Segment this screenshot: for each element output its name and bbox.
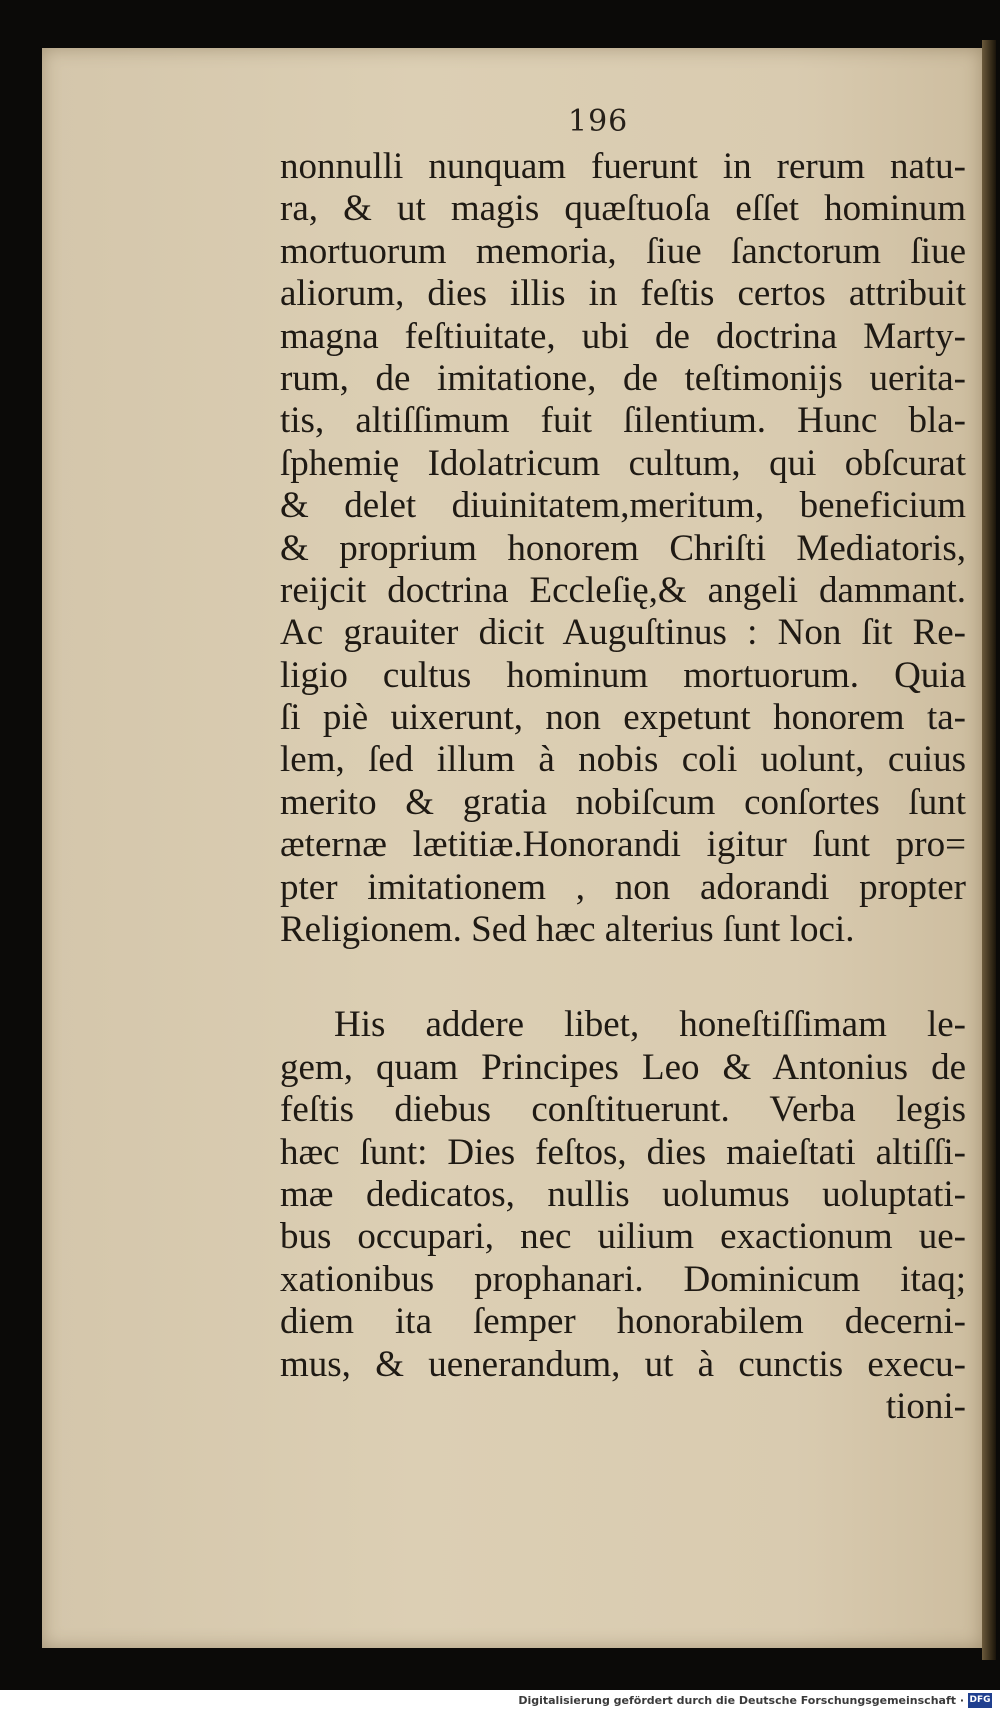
footer-credit: Digitalisierung gefördert durch die Deutsche Forschungsgemeinschaft · (518, 1694, 964, 1707)
footer-bar (0, 1690, 1000, 1712)
page-number: 196 (568, 104, 629, 139)
text-line: nonnulli nunquam fuerunt in rerum natu- (280, 146, 966, 187)
text-line: mæ dedicatos, nullis uolumus uoluptati- (280, 1173, 966, 1215)
text-line: ſi piè uixerunt, non expetunt honorem ta- (280, 697, 966, 739)
text-line: & proprium honorem Chriſti Mediatoris, (280, 527, 966, 569)
book-spine-edge (982, 40, 996, 1660)
text-line: ra, & ut magis quæſtuoſa eſſet hominum (280, 188, 966, 230)
text-line: ſphemię Idolatricum cultum, qui obſcurat (280, 442, 966, 484)
text-line: diem ita ſemper honorabilem decerni- (280, 1301, 966, 1343)
text-line: tis, altiſſimum fuit ſilentium. Hunc bla- (280, 400, 966, 442)
text-line: æternæ lætitiæ.Honorandi igitur ſunt pro= (280, 824, 966, 866)
paragraph-gap (280, 951, 966, 1004)
text-line: lem, ſed illum à nobis coli uolunt, cuius (280, 739, 966, 781)
text-line: bus occupari, nec uilium exactionum ue- (280, 1216, 966, 1258)
text-line: xationibus prophanari. Dominicum itaq; (280, 1258, 966, 1300)
text-line: reijcit doctrina Eccleſię,& angeli dammant. (280, 569, 966, 611)
text-line: aliorum, dies illis in feſtis certos attribuit (280, 273, 966, 315)
text-line: magna feſtiuitate, ubi de doctrina Marty- (280, 315, 966, 357)
page-text (280, 146, 966, 1428)
catchword: tioni- (885, 1385, 966, 1427)
text-line: & delet diuinitatem,meritum, beneficium (280, 485, 966, 527)
text-line: merito & gratia nobiſcum conſortes ſunt (280, 781, 966, 823)
text-line: mus, & uenerandum, ut à cunctis execu- (280, 1343, 966, 1385)
text-line: mortuorum memoria, ſiue ſanctorum ſiue (280, 230, 966, 272)
text-line: hæc ſunt: Dies feſtos, dies maieſtati altiſſi- (280, 1131, 966, 1173)
text-line: His addere libet, honeſtiſſimam le- (334, 1004, 966, 1046)
text-line: pter imitationem , non adorandi propter (280, 866, 966, 908)
text-line: Religionem. Sed hæc alterius ſunt loci. (280, 909, 855, 951)
text-line: rum, de imitatione, de teſtimonijs ueritа- (280, 357, 966, 399)
text-line: Ac grauiter dicit Auguſtinus : Non ſit Re- (280, 612, 966, 654)
text-line: ligio cultus hominum mortuorum. Quia (280, 654, 966, 696)
dfg-logo-icon: DFG (968, 1693, 992, 1708)
text-line: gem, quam Principes Leo & Antonius de (280, 1046, 966, 1088)
text-line: feſtis diebus conſtituerunt. Verba legis (280, 1089, 966, 1131)
